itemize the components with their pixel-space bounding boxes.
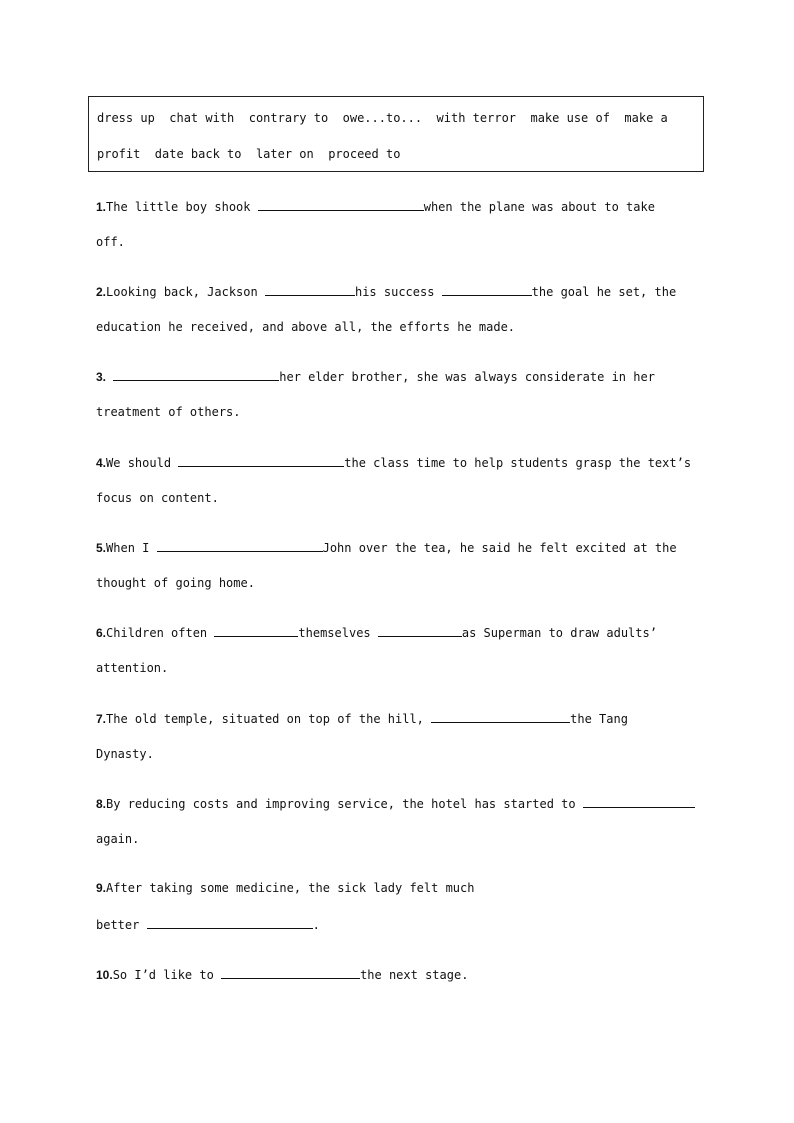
word-bank-line-1: dress up chat with contrary to owe...to... with terror make use of make a: [97, 111, 668, 125]
question-6-line-2: attention.: [96, 661, 169, 675]
word-bank-line-2: profit date back to later on proceed to: [97, 147, 401, 161]
question-9-line-2: better .: [96, 918, 320, 932]
question-8-line-2: again.: [96, 832, 140, 846]
question-number: 7.: [96, 712, 107, 726]
answer-blank[interactable]: [378, 625, 462, 637]
word-bank-box: [88, 96, 704, 172]
question-number: 3.: [96, 370, 107, 384]
question-4-line-1: 4.We should the class time to help students grasp the text’s: [96, 456, 692, 470]
question-number: 4.: [96, 456, 107, 470]
question-3-line-2: treatment of others.: [96, 405, 241, 419]
answer-blank[interactable]: [221, 967, 360, 979]
question-number: 10.: [96, 968, 113, 982]
question-5-line-1: 5.When I John over the tea, he said he felt excited at the: [96, 541, 677, 555]
question-number: 6.: [96, 626, 107, 640]
question-6-line-1: 6.Children often themselves as Superman to draw adults’: [96, 626, 657, 640]
question-10-line-1: 10.So I’d like to the next stage.: [96, 968, 469, 982]
question-1-line-2: off.: [96, 235, 125, 249]
question-7-line-1: 7.The old temple, situated on top of the hill, the Tang: [96, 712, 628, 726]
answer-blank[interactable]: [147, 917, 313, 929]
question-1-line-1: 1.The little boy shook when the plane was about to take: [96, 200, 655, 214]
question-7-line-2: Dynasty.: [96, 747, 154, 761]
question-2-line-1: 2.Looking back, Jackson his success the goal he set, the: [96, 285, 677, 299]
answer-blank[interactable]: [442, 284, 532, 296]
question-number: 2.: [96, 285, 107, 299]
question-2-line-2: education he received, and above all, the efforts he made.: [96, 320, 516, 334]
question-3-line-1: 3. her elder brother, she was always considerate in her: [96, 370, 655, 384]
answer-blank[interactable]: [157, 540, 323, 552]
question-9-line-1: 9.After taking some medicine, the sick lady felt much: [96, 881, 475, 895]
question-number: 5.: [96, 541, 107, 555]
question-8-line-1: 8.By reducing costs and improving service, the hotel has started to: [96, 796, 695, 811]
answer-blank[interactable]: [583, 796, 695, 808]
question-number: 1.: [96, 200, 107, 214]
question-number: 8.: [96, 797, 107, 811]
question-number: 9.: [96, 881, 107, 895]
question-4-line-2: focus on content.: [96, 491, 219, 505]
question-5-line-2: thought of going home.: [96, 576, 255, 590]
answer-blank[interactable]: [258, 199, 424, 211]
answer-blank[interactable]: [265, 284, 355, 296]
answer-blank[interactable]: [431, 711, 570, 723]
answer-blank[interactable]: [214, 625, 298, 637]
answer-blank[interactable]: [178, 455, 344, 467]
answer-blank[interactable]: [113, 369, 279, 381]
